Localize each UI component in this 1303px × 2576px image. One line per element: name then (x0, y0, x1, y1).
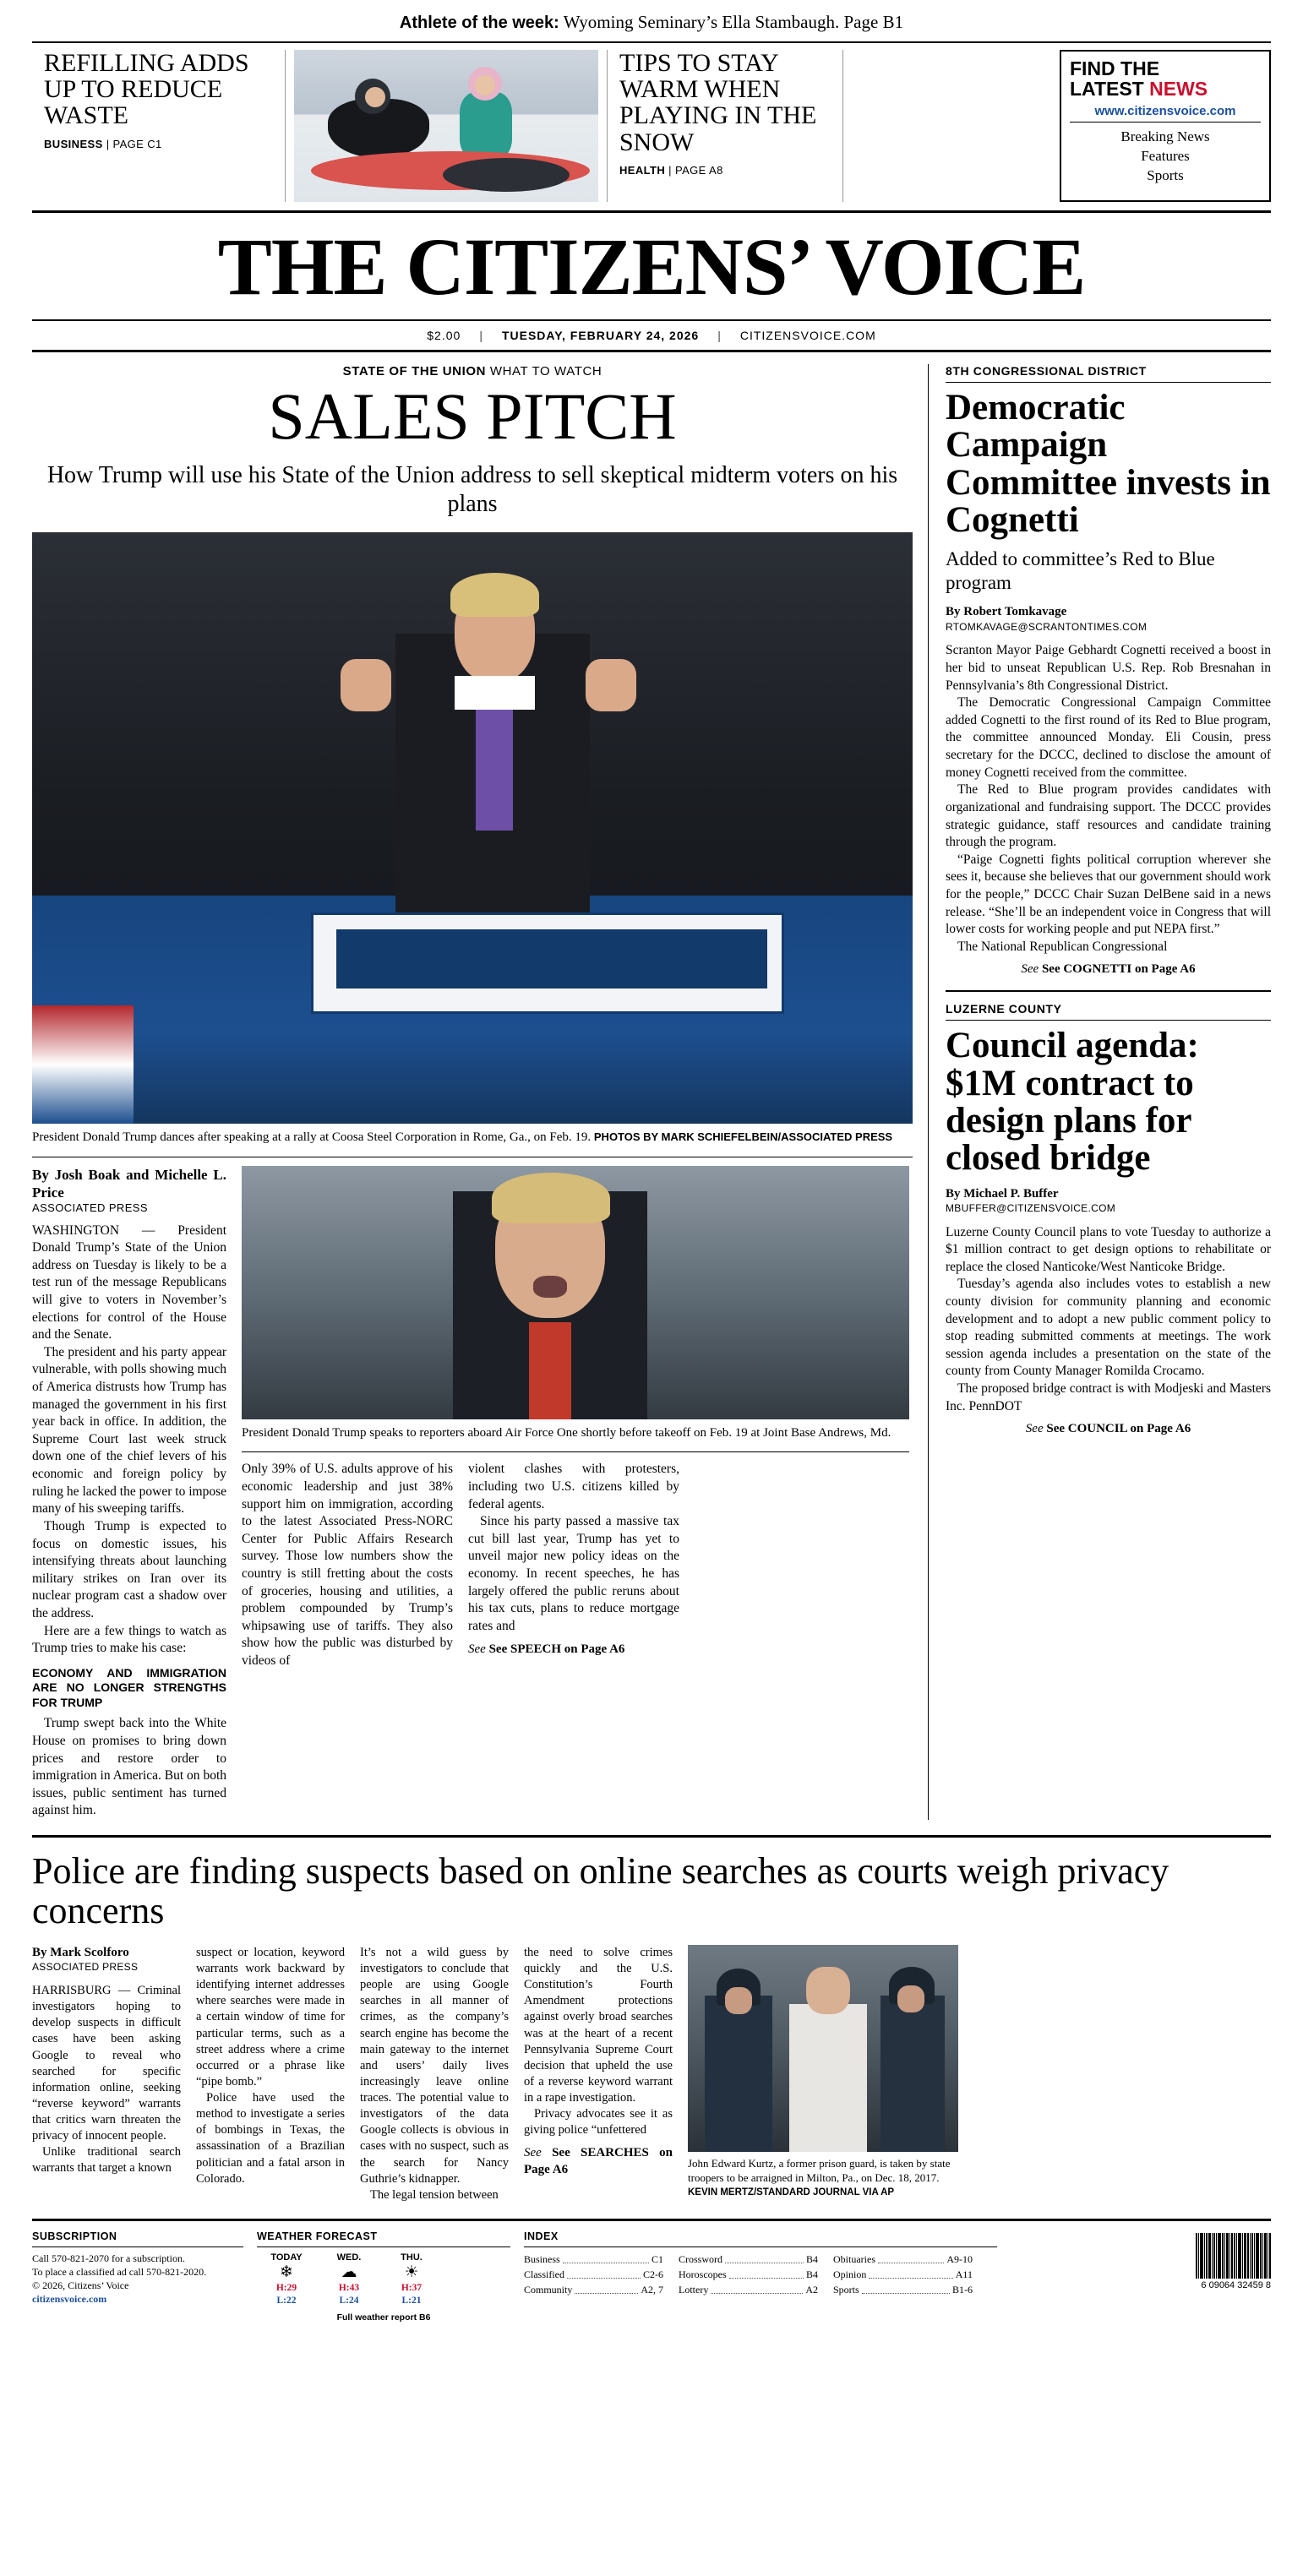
footer-index-title: INDEX (524, 2230, 997, 2247)
promo-business-meta (44, 138, 273, 150)
index-page: A2, 7 (641, 2283, 663, 2296)
byline-email: RTOMKAVAGE@SCRANTONTIMES.COM (946, 620, 1148, 633)
index-page: B1-6 (952, 2283, 973, 2296)
inline-photo-trump-afone (242, 1166, 909, 1419)
promo-find-latest-news[interactable] (843, 50, 1271, 202)
paragraph: Luzerne County Council plans to vote Tuesday to authorize a $1 million contract to get design options to rehabilitate or replace the closed Nanticoke/West Nanticoke Bridge. (946, 1224, 1271, 1274)
index-page: A9-10 (946, 2252, 973, 2265)
index-column (833, 2252, 973, 2297)
lead-paragraph: Only 39% of U.S. adults approve of his economic leadership and just 38% support him on immigration, according to the latest Associated Press-NORC Center for Public Affairs Research survey. Those low numbers show the country is still fretting about the costs of groceries, housing and utilities, a problem compounded by Trump’s whipsawing use of tariffs. They also show how the public was disturbed by videos of (242, 1462, 453, 1669)
find-news-line2b: NEWS (1149, 78, 1208, 101)
find-news-item[interactable]: Features (1141, 148, 1190, 165)
section2-photo-caption (688, 2152, 958, 2199)
weather-icon-cloud: ☁ (341, 2263, 357, 2281)
lead-subhead: ECONOMY AND IMMIGRATION ARE NO LONGER STRENGTHS FOR TRUMP (32, 1665, 226, 1709)
footer-subscription-line: © 2026, Citizens’ Voice (32, 2279, 129, 2292)
weather-icon-snow: ❄ (280, 2263, 293, 2281)
story-body-cognetti (946, 642, 1271, 956)
lead-paragraph: The president and his party appear vulnerable, with polls showing much of America distrusts how Trump has managed the government in his first year back in office. In addition, the Supreme Court last week struck down one of the chief levers of his economic and foreign policy by ruling he lacked the power to impose many of his sweeping tariffs. (32, 1344, 226, 1517)
price: $2.00 (427, 329, 461, 342)
find-news-line1: FIND THE (1070, 57, 1160, 79)
masthead (32, 213, 1271, 311)
athlete-of-week-skybox (32, 0, 1271, 41)
paragraph: The Red to Blue program provides candidates with organizational and fundraising support. The DCCC provides strategic guidance, staff resources and candidate training through the program. (946, 782, 1271, 850)
weather-high: H:37 (401, 2282, 423, 2293)
weather-low: L:21 (401, 2296, 422, 2306)
index-name: Business (524, 2252, 560, 2265)
promo-health-headline: TIPS TO STAY WARM WHEN PLAYING IN THE SNOW (619, 49, 817, 156)
index-row[interactable] (679, 2252, 818, 2267)
weather-low: L:22 (276, 2296, 297, 2306)
footer-subscription-line: Call 570-821-2070 for a subscription. (32, 2252, 185, 2264)
byline-org: ASSOCIATED PRESS (32, 1961, 139, 1974)
jumpline-cognetti[interactable]: See See COGNETTI on Page A6 (1021, 962, 1196, 977)
lead-byline-org: ASSOCIATED PRESS (32, 1201, 148, 1215)
promo-business[interactable] (32, 50, 286, 202)
index-page: C1 (651, 2252, 663, 2265)
byline-email: MBUFFER@CITIZENSVOICE.COM (946, 1202, 1116, 1214)
weather-day-label: WED. (336, 2252, 362, 2263)
lead-story-column (32, 364, 928, 1820)
barcode-image (1196, 2230, 1271, 2279)
index-row[interactable] (833, 2282, 973, 2297)
section2-caption-text: John Edward Kurtz, a former prison guard, is taken by state troopers to be arraigned in Milton, Pa., on Dec. 18, 2017. (688, 2156, 951, 2184)
byline-name: By Michael P. Buffer (946, 1186, 1059, 1201)
section2-byline (32, 1945, 181, 1974)
footer-barcode-area (1011, 2230, 1271, 2323)
index-grid (524, 2252, 997, 2297)
story-byline-cognetti (946, 604, 1271, 634)
index-row[interactable] (524, 2282, 663, 2297)
weather-high: H:43 (338, 2282, 360, 2293)
index-name: Horoscopes (679, 2268, 727, 2280)
index-row[interactable] (679, 2282, 818, 2297)
story-headline-cognetti[interactable]: Democratic Campaign Committee invests in Cognetti (946, 388, 1271, 540)
footer-subscription (32, 2230, 243, 2323)
barcode-wrap (1196, 2230, 1271, 2290)
lead-caption-text: President Donald Trump dances after speaking at a rally at Coosa Steel Corporation in Rome, Ga., on Feb. 19. (32, 1130, 592, 1145)
masthead-info-bar (32, 321, 1271, 350)
index-name: Obituaries (833, 2252, 875, 2265)
athlete-text: Wyoming Seminary’s Ella Stambaugh. Page B1 (563, 12, 904, 32)
index-row[interactable] (833, 2267, 973, 2282)
weather-low: L:24 (339, 2296, 359, 2306)
lead-paragraph: violent clashes with protesters, including two U.S. citizens killed by federal agents. (468, 1462, 679, 1511)
index-row[interactable] (524, 2267, 663, 2282)
lead-caption-credit: PHOTOS BY MARK SCHIEFELBEIN/ASSOCIATED PRESS (593, 1130, 893, 1144)
footer-index (524, 2230, 997, 2323)
footer-website-link[interactable]: citizensvoice.com (32, 2293, 107, 2306)
weather-day-wed (319, 2252, 379, 2308)
lead-byline-names: By Josh Boak and Michelle L. Price (32, 1166, 226, 1201)
lead-jumpline[interactable]: See See SPEECH on Page A6 (468, 1642, 625, 1657)
paragraph: The National Republican Congressional (957, 939, 1168, 954)
find-news-box (1060, 50, 1271, 202)
lead-paragraph: Though Trump is expected to focus on domestic issues, his intensifying threats about launching military strikes on Iran over its nuclear program cast a shadow over the address. (32, 1518, 226, 1620)
story-headline-council[interactable]: Council agenda: $1M contract to design plans for closed bridge (946, 1026, 1199, 1179)
index-name: Lottery (679, 2283, 709, 2296)
lead-paragraph: WASHINGTON — President Donald Trump’s State of the Union address on Tuesday is likely to be a test run of the message Republicans will give to voters in November’s elections for control of the House and the Senate. (32, 1223, 226, 1342)
athlete-label: Athlete of the week: (399, 14, 559, 32)
promo-health-page: PAGE A8 (674, 163, 723, 177)
section2-column-4 (524, 1945, 673, 2203)
index-row[interactable] (679, 2267, 818, 2282)
paragraph: HARRISBURG — Criminal investigators hoping to develop suspects in difficult cases have been asking Google to reveal who searched for specific information online, seeking “reverse keyword” warrants that critics warn threaten the privacy of innocent people. (32, 1984, 181, 2143)
website-url[interactable]: CITIZENSVOICE.COM (739, 329, 876, 342)
find-news-url[interactable]: www.citizensvoice.com (1094, 104, 1236, 119)
promo-business-sep: | (106, 137, 110, 150)
section2-column-2 (196, 1945, 345, 2203)
index-page: C2-6 (643, 2268, 663, 2280)
lead-paragraph: Since his party passed a massive tax cut bill last year, Trump has yet to unveil major new policy ideas on the economy. In recent speeches, he has largely offered the public reruns about his tax cuts, plans to reduce mortgage rates and (468, 1514, 679, 1633)
paragraph: Tuesday’s agenda also includes votes to establish a new county division for community planning and economic development and to adopt a new public comment policy to stop reading submitted comments at meetings. The work session agenda includes a presentation on the state of the county from County Manager Romilda Crocamo. (946, 1277, 1271, 1379)
promo-business-section: BUSINESS (44, 137, 103, 150)
weather-high: H:29 (275, 2282, 297, 2293)
story-deck-cognetti: Added to committee’s Red to Blue program (946, 548, 1215, 593)
index-page: B4 (805, 2252, 818, 2265)
index-row[interactable] (833, 2252, 973, 2267)
paragraph: suspect or location, keyword warrants work backward by identifying internet addresses where searches were made in a certain window of time for particular terms, such as a street address where a crime occurred or a phrase like “pipe bomb.” (196, 1945, 345, 2089)
section-police-searches (32, 1838, 1271, 2203)
footer-subscription-line: To place a classified ad call 570-821-2020. (32, 2266, 207, 2279)
paragraph: Scranton Mayor Paige Gebhardt Cognetti received a boost in her bid to unseat Republican U.S. Rep. Rob Bresnahan in Pennsylvania’s 8th Congressional District. (946, 643, 1271, 693)
lead-headline[interactable]: SALES PITCH (268, 379, 677, 453)
weather-icon-sun: ☀ (404, 2263, 419, 2281)
lead-deck: How Trump will use his State of the Union address to sell skeptical midterm voters on his plans (46, 462, 898, 518)
footer-weather-title: WEATHER FORECAST (257, 2230, 510, 2247)
snow-tubing-photo (294, 50, 598, 202)
section2-headline[interactable]: Police are finding suspects based on online searches as courts weigh privacy concerns (32, 1849, 1169, 1932)
lead-column-right-block (242, 1166, 909, 1820)
photo-kurtz-arraignment (688, 1945, 958, 2152)
page-footer (32, 2219, 1271, 2323)
main-content-grid (32, 352, 1271, 1820)
lead-paragraph: Here are a few things to watch as Trump tries to make his case: (32, 1623, 226, 1656)
lead-photo-caption (32, 1124, 913, 1146)
promo-row (32, 41, 1271, 213)
paragraph: Privacy advocates see it as giving police “unfettered (524, 2107, 673, 2138)
jump-text: See COGNETTI on Page A6 (1041, 962, 1196, 977)
byline-name: By Mark Scolforo (32, 1945, 129, 1959)
barcode-number: 6 09064 32459 8 (1201, 2279, 1271, 2290)
paragraph: The legal tension between (370, 2187, 499, 2202)
promo-health-meta (619, 164, 831, 177)
lead-kicker (32, 364, 913, 379)
weather-day-thu (382, 2252, 441, 2308)
jump-text: See SEARCHES on Page A6 (524, 2146, 673, 2177)
promo-health-section: HEALTH (619, 163, 666, 177)
promo-business-page: PAGE C1 (112, 137, 162, 150)
footer-subscription-title: SUBSCRIPTION (32, 2230, 243, 2247)
right-rail (928, 364, 1271, 1820)
lead-column-spacer (695, 1461, 889, 1669)
paragraph: It’s not a wild guess by investigators to conclude that people are using Google searches in all manner of crimes, as the company’s search engine has become the main gateway to the internet and users’ daily lives increasingly leave online traces. The potential value to investigators of the data Google collects is obvious in cases with no suspect, such as the search for Nancy Guthrie’s kidnapper. (360, 1945, 509, 2186)
lead-body-columns (32, 1166, 913, 1820)
masthead-sep: | (717, 329, 722, 342)
find-news-title (1070, 58, 1261, 99)
index-page: A2 (805, 2283, 818, 2296)
lead-kicker-bold: STATE OF THE UNION (342, 364, 487, 379)
find-news-divider (1070, 122, 1261, 123)
index-row[interactable] (524, 2252, 663, 2267)
lead-column-2 (242, 1461, 453, 1669)
index-name: Opinion (833, 2268, 867, 2280)
promo-health[interactable] (607, 50, 843, 202)
index-page: B4 (805, 2268, 818, 2280)
story-kicker-congressional: 8TH CONGRESSIONAL DISTRICT (946, 364, 1271, 383)
index-column (679, 2252, 818, 2297)
weather-day-label: TODAY (270, 2252, 303, 2263)
paragraph: The Democratic Congressional Campaign Committee added Cognetti to the first round of its Red to Blue program, the committee announced Monday. Eli Cousin, press secretary for the DCCC, declined to disclose the amount of money Cognetti received from the committee. (946, 695, 1271, 780)
index-name: Community (524, 2283, 573, 2296)
find-news-item[interactable]: Sports (1147, 167, 1184, 184)
weather-row (257, 2252, 510, 2308)
index-name: Classified (524, 2268, 564, 2280)
publication-date: TUESDAY, FEBRUARY 24, 2026 (501, 329, 700, 342)
masthead-sep: | (479, 329, 483, 342)
paragraph: “Paige Cognetti fights political corruption wherever she sees it, because she believes that our government should work for the people,” DCCC Chair Suzan DelBene said in a news release. “She’ll be an independent voice in Congress that will lower costs for working people and put NEPA first.” (946, 852, 1271, 937)
paragraph: Police have used the method to investigate a series of bombings in Texas, the assassination of a Brazilian politician and a fatal arson in Colorado. (196, 2091, 345, 2186)
footer-weather (257, 2230, 510, 2323)
byline-name: By Robert Tomkavage (946, 605, 1067, 619)
weather-report-note: Full weather report B6 (336, 2312, 431, 2323)
weather-day-label: THU. (401, 2252, 423, 2263)
section2-grid (32, 1945, 1271, 2203)
index-column (524, 2252, 663, 2297)
section2-caption-credit: KEVIN MERTZ/STANDARD JOURNAL VIA AP (688, 2187, 895, 2198)
lead-paragraph: Trump swept back into the White House on promises to bring down prices and restore order to immigration in America. But on both issues, public sentiment has turned against him. (32, 1716, 226, 1818)
paragraph: Unlike traditional search warrants that target a known (32, 2145, 181, 2176)
story-byline-council (946, 1186, 1271, 1216)
newspaper-title: THE CITIZENS’ VOICE (217, 221, 1086, 312)
story-body-council (946, 1224, 1271, 1416)
promo-business-headline: REFILLING ADDS UP TO REDUCE WASTE (44, 49, 249, 130)
lead-byline (32, 1166, 226, 1216)
paragraph: the need to solve crimes quickly and the U.S. Constitution’s Fourth Amendment protections against overly broad searches was at the heart of a recent Pennsylvania Supreme Court decision that upheld the use of a reverse keyword warrant in a rape investigation. (524, 1945, 673, 2105)
right-rail-divider (946, 990, 1271, 992)
lead-column-1 (32, 1166, 226, 1820)
lead-kicker-light: WHAT TO WATCH (489, 364, 602, 379)
weather-day-today (257, 2252, 316, 2308)
story-kicker-luzerne: LUZERNE COUNTY (946, 1002, 1271, 1021)
inline-divider (242, 1451, 909, 1452)
index-name: Crossword (679, 2252, 723, 2265)
jump-text: See COUNCIL on Page A6 (1046, 1422, 1191, 1436)
inline-photo-caption: President Donald Trump speaks to reporters aboard Air Force One shortly before takeoff on Feb. 19 at Joint Base Andrews, Md. (242, 1425, 891, 1440)
promo-health-sep: | (668, 163, 672, 177)
promo-photo-wrap (286, 50, 607, 202)
lead-lower-columns (242, 1461, 909, 1669)
index-name: Sports (833, 2283, 859, 2296)
section2-photo-column (688, 1945, 958, 2203)
index-page: A11 (955, 2268, 973, 2280)
jumpline-searches[interactable]: See See SEARCHES on Page A6 (524, 2146, 673, 2177)
find-news-line2a: LATEST (1070, 78, 1150, 101)
find-news-item[interactable]: Breaking News (1120, 128, 1210, 145)
jumpline-council[interactable]: See See COUNCIL on Page A6 (1025, 1422, 1191, 1436)
paragraph: The proposed bridge contract is with Modjeski and Masters Inc. PennDOT (946, 1381, 1271, 1413)
lead-column-3 (468, 1461, 679, 1669)
section2-column-1 (32, 1945, 181, 2203)
section2-column-3 (360, 1945, 509, 2203)
lead-jump-text: See SPEECH on Page A6 (488, 1642, 625, 1657)
lead-photo-trump-rally (32, 532, 913, 1124)
